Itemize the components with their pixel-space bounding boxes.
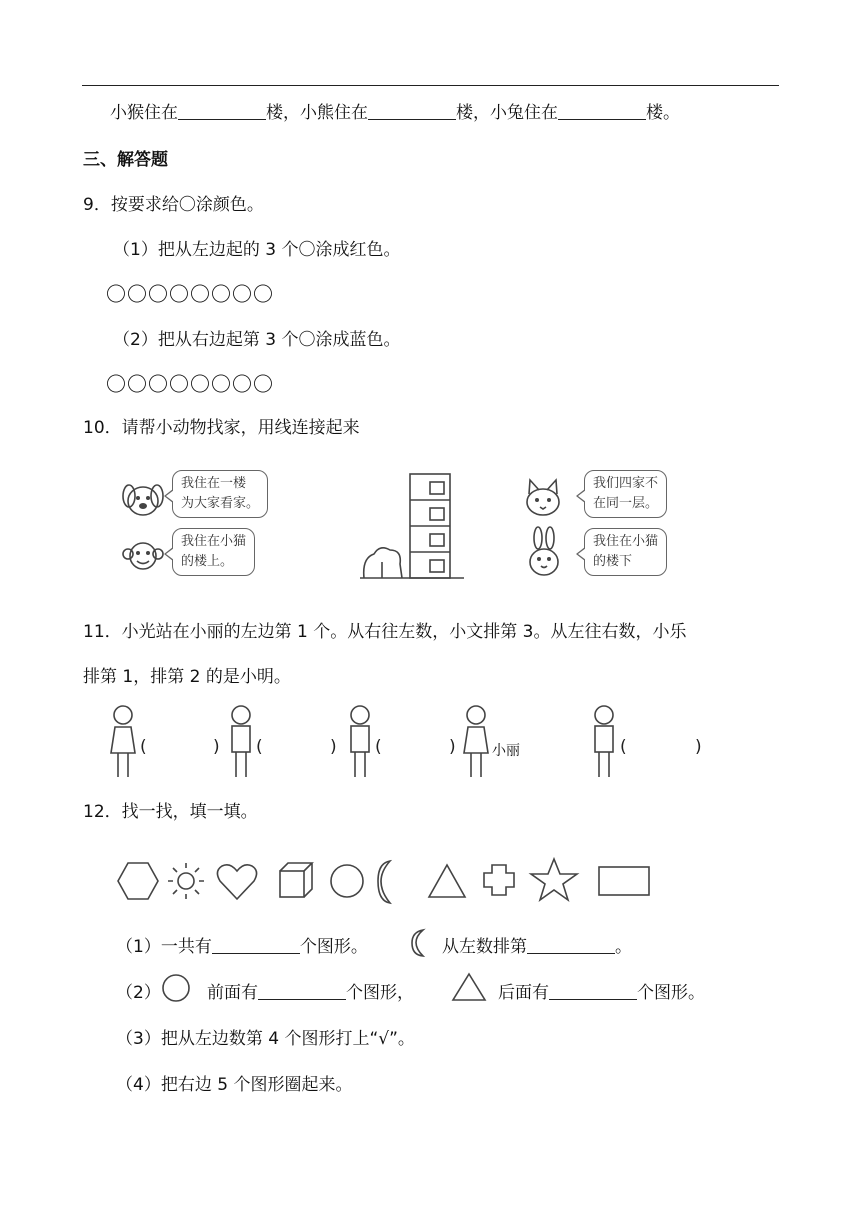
speech-bubble-dog	[172, 470, 268, 518]
text-segment: 个图形，	[346, 983, 414, 1003]
text-segment: 。	[615, 937, 632, 957]
building-icon	[360, 470, 465, 582]
sun-icon	[168, 863, 204, 899]
answer-blank[interactable]	[258, 983, 346, 1000]
triangle-icon	[429, 865, 465, 897]
text-segment: 个图形。	[299, 937, 368, 957]
section-title: 三、解答题	[83, 150, 168, 170]
q9-circles-row-1[interactable]: 〇〇〇〇〇〇〇〇	[106, 282, 274, 306]
speech-bubble-monkey	[172, 528, 255, 576]
name-paren-open: (	[140, 737, 147, 757]
boy-figure-icon	[586, 703, 622, 779]
answer-blank[interactable]	[527, 937, 615, 954]
bubble-text: 我住在小猫	[593, 534, 659, 549]
q10-title: 10．请帮小动物找家，用线连接起来	[83, 418, 360, 438]
bubble-text: 的楼上。	[181, 554, 234, 569]
boy-figure-icon	[223, 703, 259, 779]
speech-bubble-cat	[584, 470, 667, 518]
q12-sub2-back	[498, 978, 705, 1003]
header-rule	[82, 85, 779, 86]
fill-line-animals	[110, 98, 680, 123]
text-segment: 楼，小熊住在	[266, 103, 368, 123]
text-segment: 楼，小兔住在	[456, 103, 558, 123]
triangle-icon	[451, 971, 487, 1003]
answer-blank[interactable]	[549, 983, 637, 1000]
bubble-text: 的楼下	[593, 554, 633, 569]
dog-icon	[118, 474, 168, 524]
name-paren-open: (	[375, 737, 382, 757]
q12-title: 12．找一找，填一填。	[83, 802, 258, 822]
rectangle-icon	[599, 867, 649, 895]
boy-figure-icon	[342, 703, 378, 779]
q9-circles-row-2[interactable]: 〇〇〇〇〇〇〇〇	[106, 372, 274, 396]
text-segment: 从左数排第	[442, 937, 527, 957]
name-paren-close: )	[449, 737, 456, 757]
q12-sub2-label: （2）	[116, 983, 161, 1003]
bubble-text: 我住在小猫	[181, 534, 247, 549]
bubble-text: 我住在一楼	[181, 476, 247, 491]
name-paren-close: )	[695, 737, 702, 757]
q11-line-1: 11．小光站在小丽的左边第 1 个。从右往左数，小文排第 3。从左往右数，小乐	[83, 622, 687, 642]
cat-icon	[518, 474, 568, 522]
hexagon-icon	[118, 863, 158, 899]
bubble-tail	[164, 489, 173, 503]
q12-sub3: （3）把从左边数第 4 个图形打上“√”。	[116, 1029, 415, 1049]
heart-icon	[217, 865, 256, 899]
name-paren-open: (	[620, 737, 627, 757]
bubble-text: 我们四家不	[593, 476, 659, 491]
bubble-tail	[576, 489, 585, 503]
text-segment: 小猴住在	[110, 103, 178, 123]
cross-icon	[484, 865, 514, 895]
q9-sub2: （2）把从右边起第 3 个〇涂成蓝色。	[113, 330, 401, 350]
text-segment: （1）一共有	[116, 937, 212, 957]
text-segment: 个图形。	[637, 983, 705, 1003]
circle-icon	[331, 865, 363, 897]
text-segment: 楼。	[646, 103, 680, 123]
name-paren-close: )	[330, 737, 337, 757]
girl-figure-icon	[458, 703, 494, 779]
star-icon	[531, 859, 577, 900]
shape-row	[110, 855, 655, 907]
monkey-icon	[118, 530, 168, 580]
q12-sub1-position	[442, 932, 632, 957]
q12-sub1	[116, 932, 368, 957]
q12-sub2-front	[207, 978, 414, 1003]
cube-icon	[280, 863, 312, 897]
text-segment: 前面有	[207, 983, 258, 1003]
circle-icon	[160, 972, 192, 1004]
bubble-tail	[164, 547, 173, 561]
label-xiaoli: 小丽	[492, 743, 520, 759]
name-paren-close: )	[213, 737, 220, 757]
name-paren-open: (	[256, 737, 263, 757]
rabbit-icon	[520, 526, 568, 580]
speech-bubble-rabbit	[584, 528, 667, 576]
bubble-text: 在同一层。	[593, 496, 659, 511]
moon-icon	[378, 861, 390, 903]
q11-line-2: 排第 1，排第 2 的是小明。	[83, 667, 291, 687]
girl-figure-icon	[105, 703, 141, 779]
bubble-tail	[576, 547, 585, 561]
q12-sub4: （4）把右边 5 个图形圈起来。	[116, 1075, 353, 1095]
q9-title: 9．按要求给〇涂颜色。	[83, 195, 264, 215]
answer-blank[interactable]	[212, 937, 300, 954]
bubble-text: 为大家看家。	[181, 496, 260, 511]
answer-blank[interactable]	[178, 103, 266, 120]
answer-blank[interactable]	[368, 103, 456, 120]
answer-blank[interactable]	[558, 103, 646, 120]
text-segment: 后面有	[498, 983, 549, 1003]
moon-icon	[404, 927, 430, 959]
q9-sub1: （1）把从左边起的 3 个〇涂成红色。	[113, 240, 401, 260]
